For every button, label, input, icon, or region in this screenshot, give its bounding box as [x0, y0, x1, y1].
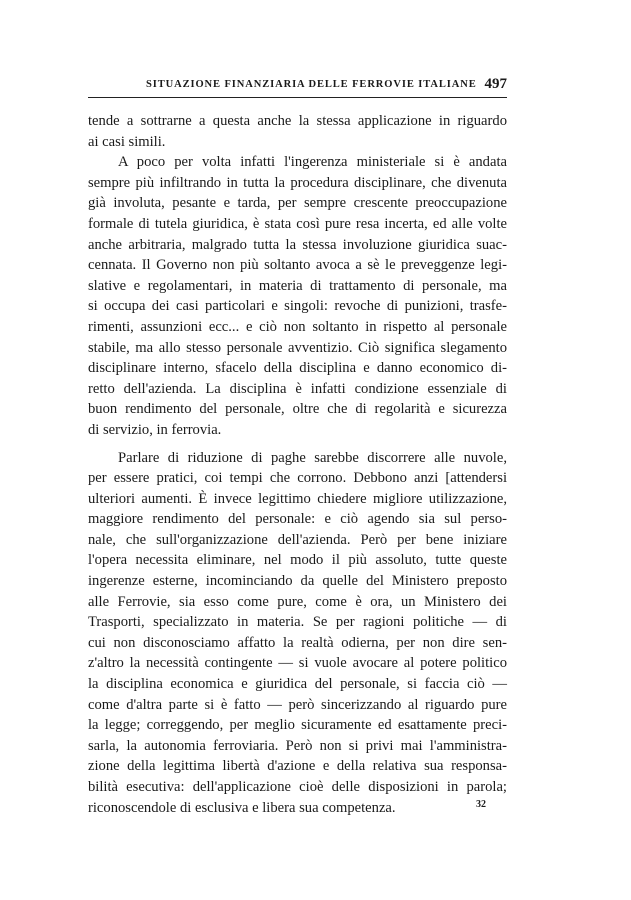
- text-line: nale, che sull'organizzazione dell'azienda. Però per bene iniziare: [88, 531, 507, 548]
- page-number: 497: [484, 76, 507, 92]
- paragraph-gap: [88, 441, 507, 448]
- text-line: stabile, ma allo stesso personale avventizio. Ciò significa slegamento: [88, 339, 507, 356]
- text-line: bilità esecutiva: dell'applicazione cioè delle disposizioni in parola;: [88, 779, 507, 795]
- text-line: ai casi simili.: [88, 133, 166, 150]
- text-line: cennata. Il Governo non più soltanto avoca a sè le preveggenze legi-: [88, 257, 507, 274]
- running-header: [88, 76, 507, 92]
- text-line: la legge; correggendo, per meglio sicuramente ed esattamente preci-: [88, 717, 507, 734]
- text-line: già involuta, pesante e tarda, per sempre crescente preoccupazione: [88, 195, 507, 212]
- text-line: disciplinare interno, sfacelo della disciplina e danno economico di-: [88, 360, 507, 377]
- text-line: slative e regolamentari, in materia di trattamento di personale, ma: [88, 277, 507, 294]
- header-rule: [88, 97, 507, 98]
- text-line: zione della legittima libertà d'azione e della relativa sua responsa-: [88, 758, 507, 775]
- paragraph: [88, 111, 507, 152]
- text-line: cui non disconosciamo affatto la realtà odierna, per non dire sen-: [88, 634, 507, 651]
- text-line: sempre più infiltrando in tutta la procedura disciplinare, che divenuta: [88, 174, 507, 191]
- text-line: ingerenze esterne, incominciando da quelle del Ministero preposto: [88, 573, 507, 590]
- text-line: maggiore rendimento del personale: e ciò agendo sia sul perso-: [88, 511, 507, 528]
- text-line: formale di tutela giuridica, è stata così pure resa incerta, ed alle volte: [88, 215, 507, 232]
- text-line: tende a sottrarne a questa anche la stessa applicazione in riguardo: [88, 113, 507, 129]
- text-line: retto dell'azienda. La disciplina è infatti condizione essenziale di: [88, 380, 507, 397]
- text-line: riconoscendole di esclusiva e libera sua competenza.: [88, 799, 396, 816]
- text-line: Parlare di riduzione di paghe sarebbe discorrere alle nuvole,: [118, 449, 507, 466]
- paragraph: [88, 152, 507, 440]
- text-line: Trasporti, specializzato in materia. Se per ragioni politiche — di: [88, 614, 507, 631]
- text-line: la disciplina economica e giuridica del personale, si faccia ciò —: [88, 676, 507, 693]
- text-line: l'opera necessita eliminare, nel modo il più assoluto, tutte queste: [88, 552, 507, 569]
- signature-mark: 32: [476, 799, 486, 810]
- text-line: come d'altra parte si è fatto — però sincerizzando al riguardo pure: [88, 696, 507, 713]
- text-line: ulteriori aumenti. È invece legittimo chiedere migliore utilizzazione,: [88, 490, 507, 507]
- text-line: alle Ferrovie, sia esso come pure, come è ora, un Ministero dei: [88, 593, 507, 610]
- text-line: rimenti, assunzioni ecc... e ciò non soltanto in rispetto al personale: [88, 318, 507, 335]
- text-line: buon rendimento del personale, oltre che di regolarità e sicurezza: [88, 401, 507, 418]
- paragraph: [88, 448, 507, 819]
- text-line: anche arbitraria, malgrado tutta la stessa involuzione giuridica suac-: [88, 236, 507, 253]
- text-line: sarla, la autonomia ferroviaria. Però non si privi mai l'amministra-: [88, 737, 507, 754]
- text-line: A poco per volta infatti l'ingerenza ministeriale si è andata: [118, 154, 507, 171]
- text-line: z'altro la necessità contingente — si vuole avocare al potere politico: [88, 655, 507, 672]
- text-line: di servizio, in ferrovia.: [88, 421, 222, 438]
- running-title: SITUAZIONE FINANZIARIA DELLE FERROVIE ITALIANE: [146, 79, 477, 90]
- text-line: per essere pratici, coi tempi che corrono. Debbono anzi [attendersi: [88, 470, 507, 487]
- text-line: si occupa dei casi particolari e singoli: revoche di punizioni, trasfe-: [88, 298, 507, 315]
- body-text: [88, 111, 507, 818]
